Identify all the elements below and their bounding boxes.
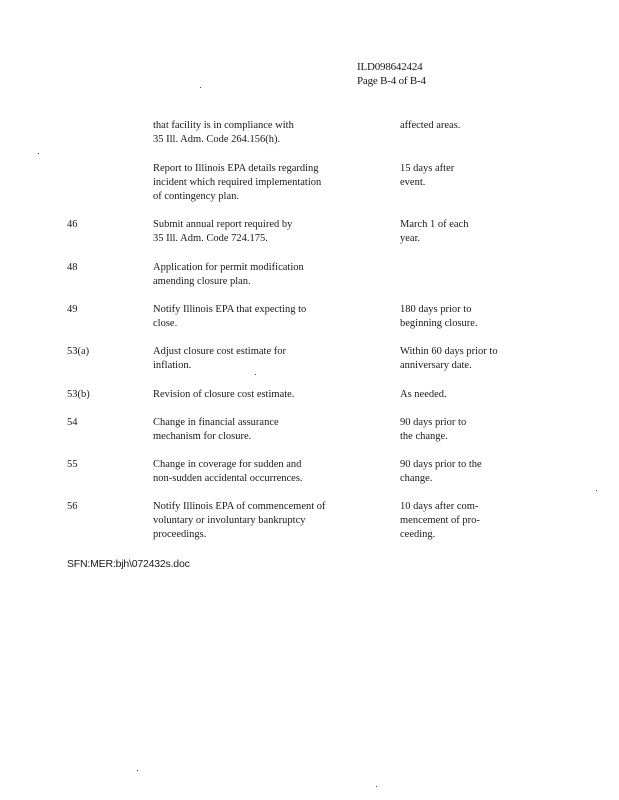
row-due: 180 days prior to beginning closure. — [400, 304, 478, 329]
document-id: ILD098642424 — [357, 61, 423, 73]
row-number: 54 — [67, 417, 78, 428]
row-action: Change in coverage for sudden and non-sudden accidental occurrences. — [153, 459, 303, 484]
scan-speck — [376, 786, 377, 787]
row-number: 46 — [67, 219, 78, 230]
row-action: Application for permit modification amending closure plan. — [153, 262, 304, 287]
row-number: 55 — [67, 459, 78, 470]
row-due: 90 days prior to the change. — [400, 459, 482, 484]
row-action: Notify Illinois EPA that expecting to close. — [153, 304, 307, 329]
row-number: 53(a) — [67, 346, 90, 357]
row-action: that facility is in compliance with 35 Ill. Adm. Code 264.156(h). — [153, 120, 294, 145]
row-action: Submit annual report required by 35 Ill. Adm. Code 724.175. — [153, 219, 293, 244]
row-number: 48 — [67, 262, 78, 273]
scan-speck — [596, 490, 597, 491]
row-action: Adjust closure cost estimate for inflation. — [153, 346, 286, 371]
scan-speck — [255, 374, 256, 375]
row-number: 53(b) — [67, 389, 90, 400]
row-due: 15 days after event. — [400, 163, 455, 188]
row-due: 10 days after com- mencement of pro- ceeding. — [400, 501, 480, 540]
row-action: Change in financial assurance mechanism for closure. — [153, 417, 279, 442]
scan-speck — [200, 87, 201, 88]
row-action: Revision of closure cost estimate. — [153, 389, 295, 400]
row-due: Within 60 days prior to anniversary date. — [400, 346, 498, 371]
file-reference: SFN:MER:bjh\072432s.doc — [67, 558, 190, 570]
scan-speck — [137, 770, 138, 771]
row-due: March 1 of each year. — [400, 219, 469, 244]
row-due: 90 days prior to the change. — [400, 417, 467, 442]
row-action: Report to Illinois EPA details regarding incident which required implementation of contingency plan. — [153, 163, 322, 202]
row-number: 49 — [67, 304, 78, 315]
page-number: Page B-4 of B-4 — [357, 75, 426, 87]
scan-speck — [38, 153, 39, 154]
row-number: 56 — [67, 501, 78, 512]
row-action: Notify Illinois EPA of commencement of voluntary or involuntary bankruptcy proceedings. — [153, 501, 326, 540]
row-due: affected areas. — [400, 120, 461, 131]
row-due: As needed. — [400, 389, 447, 400]
